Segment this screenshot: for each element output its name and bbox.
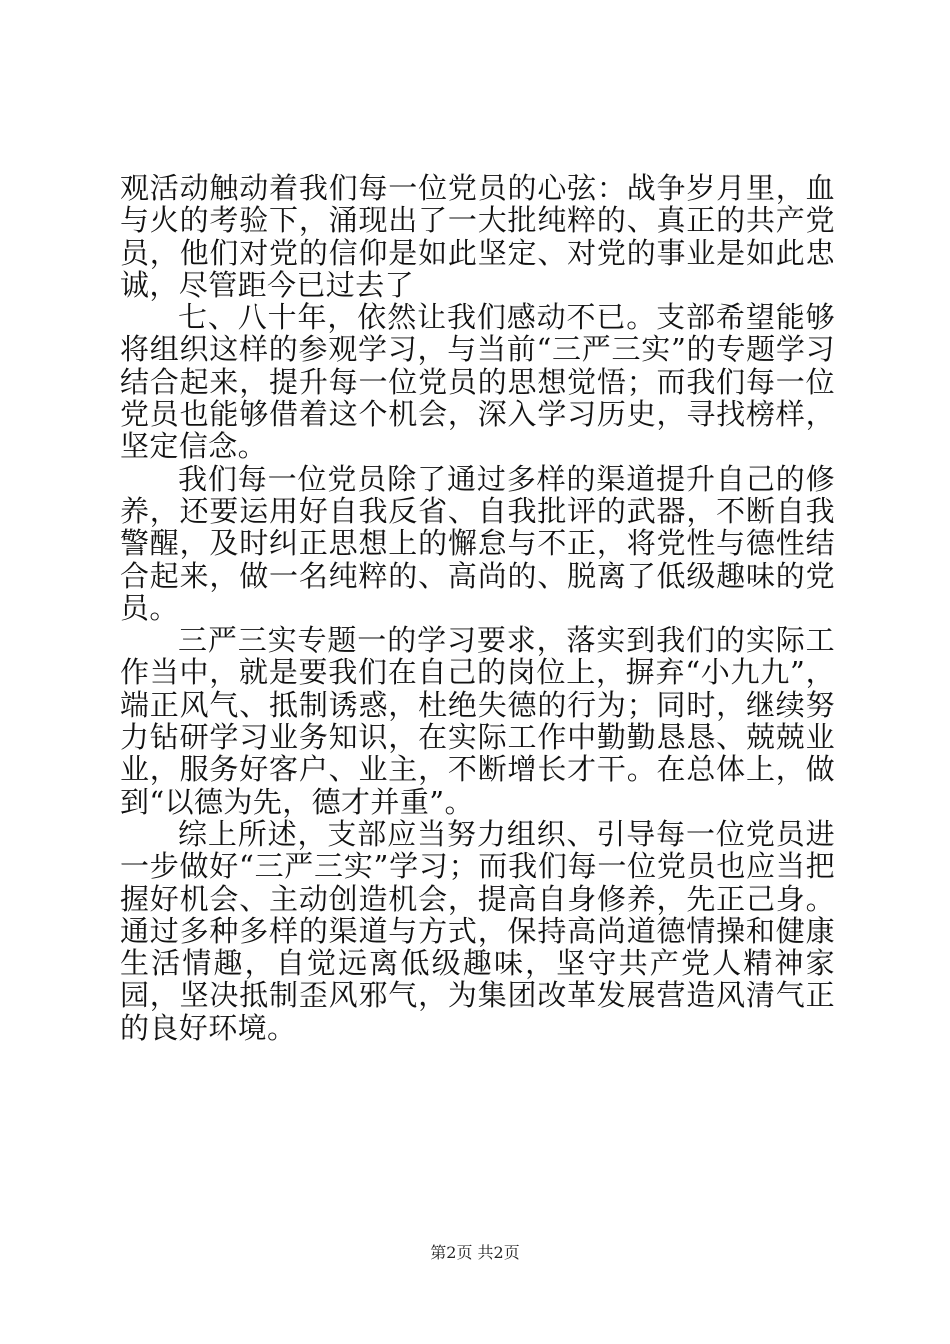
- paragraph: 三严三实专题一的学习要求，落实到我们的实际工作当中，就是要我们在自己的岗位上，摒弃“小九九”，端正风气、抵制诱惑，杜绝失德的行为；同时，继续努力钻研学习业务知识，在实际工作中勤勤恳恳、兢兢业业，服务好客户、业主，不断增长才干。在总体上，做到“以德为先，德才并重”。: [120, 623, 835, 819]
- paragraph: 我们每一位党员除了通过多样的渠道提升自己的修养，还要运用好自我反省、自我批评的武器，不断自我警醒，及时纠正思想上的懈怠与不正，将党性与德性结合起来，做一名纯粹的、高尚的、脱离了低级趣味的党员。: [120, 461, 835, 625]
- paragraph: 综上所述，支部应当努力组织、引导每一位党员进一步做好“三严三实”学习；而我们每一位党员也应当把握好机会、主动创造机会，提高自身修养，先正己身。通过多种多样的渠道与方式，保持高尚道德情操和健康生活情趣，自觉远离低级趣味，坚守共产党人精神家园，坚决抵制歪风邪气，为集团改革发展营造风清气正的良好环境。: [120, 816, 835, 1045]
- page-number-footer: 第2页 共2页: [430, 1243, 520, 1262]
- paragraph: 七、八十年，依然让我们感动不已。支部希望能够将组织这样的参观学习，与当前“三严三实”的专题学习结合起来，提升每一位党员的思想觉悟；而我们每一位党员也能够借着这个机会，深入学习历史，寻找榜样，坚定信念。: [120, 300, 835, 464]
- paragraph-continuation: 观活动触动着我们每一位党员的心弦：战争岁月里，血与火的考验下，涌现出了一大批纯粹的、真正的共产党员，他们对党的信仰是如此坚定、对党的事业是如此忠诚，尽管距今已过去了: [120, 171, 835, 302]
- document-body: [120, 172, 835, 1044]
